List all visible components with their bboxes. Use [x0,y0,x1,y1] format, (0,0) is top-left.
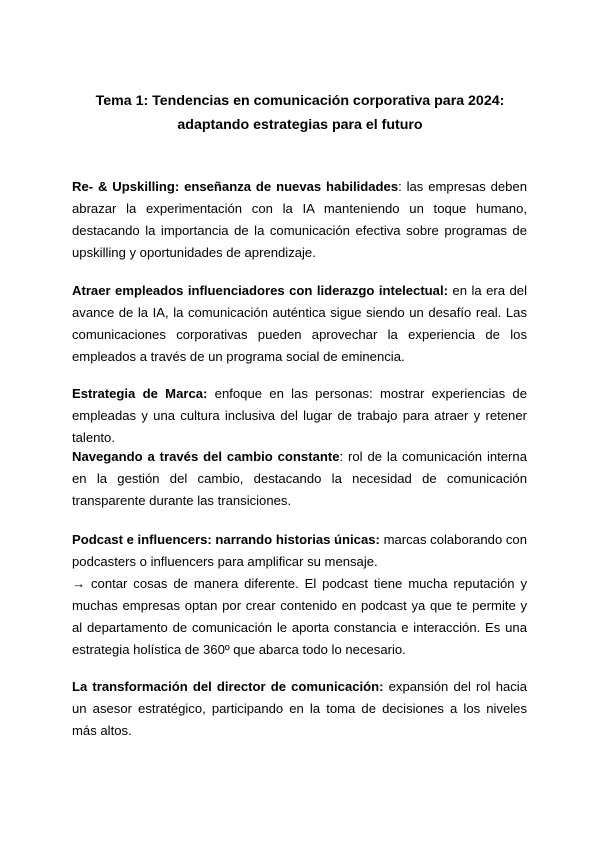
section-change-navigation [72,446,527,512]
section-communications-director [72,676,527,742]
section-heading: La transformación del director de comunicación: [72,679,384,694]
page-title [60,89,540,137]
section-heading: Navegando a través del cambio constante [72,449,340,464]
paragraph [72,529,527,573]
paragraph [72,446,527,512]
section-podcast [72,529,527,661]
title-line-1: Tema 1: Tendencias en comunicación corporativa para 2024: [95,93,505,109]
paragraph [72,176,527,264]
section-brand-strategy [72,383,527,449]
section-body: en la era del avance de la IA, la comunicación auténtica sigue siendo un desafío real. Las comunicaciones corporativas pueden aprovechar la experiencia de los empleados a través de un programa social de eminencia. [72,283,527,364]
title-line-2: adaptando estrategias para el futuro [177,117,423,133]
section-heading: Podcast e influencers: narrando historias únicas: [72,532,380,547]
paragraph [72,280,527,368]
podcast-note: → contar cosas de manera diferente. El podcast tiene mucha reputación y muchas empresas optan por crear contenido en podcast ya que te permite y al departamento de comunicación le aporta constancia e interacción. Es una estrategia holística de 360º que abarca todo lo necesario. [72,576,527,657]
section-heading: Atraer empleados influenciadores con liderazgo intelectual: [72,283,448,298]
section-heading: Re- & Upskilling: enseñanza de nuevas habilidades [72,179,399,194]
section-body: marcas colaborando con podcasters o influencers para amplificar su mensaje. [72,532,527,569]
section-body: expansión del rol hacia un asesor estratégico, participando en la toma de decisiones a los niveles más altos. [72,679,527,738]
section-body: : las empresas deben abrazar la experimentación con la IA manteniendo un toque humano, destacando la importancia de la comunicación efectiva sobre programas de upskilling y oportunidades de aprendizaje. [72,179,527,260]
paragraph [72,676,527,742]
paragraph [72,383,527,449]
section-heading: Estrategia de Marca: [72,386,208,401]
section-influencers [72,280,527,368]
section-upskilling [72,176,527,264]
section-body: : rol de la comunicación interna en la gestión del cambio, destacando la necesidad de comunicación transparente durante las transiciones. [72,449,527,508]
section-body: enfoque en las personas: mostrar experiencias de empleadas y una cultura inclusiva del lugar de trabajo para atraer y retener talento. [72,386,527,445]
